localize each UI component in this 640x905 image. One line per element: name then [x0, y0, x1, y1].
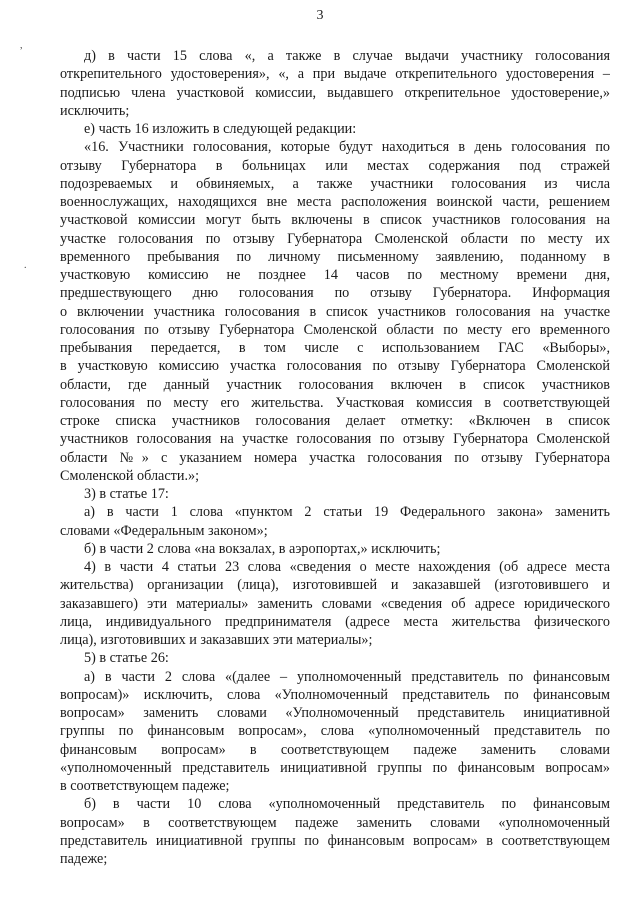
- scan-mark: ,: [20, 40, 23, 51]
- text-line: пребывания передается, в том числе с использованием ГАС «Выборы»,: [60, 340, 610, 356]
- text-line: вопросам» в соответствующем падеже заменить словами «уполномоченный: [60, 814, 610, 831]
- text-line: о включении участника голосования в список участников голосования на участке: [60, 303, 610, 320]
- text-line: лица, индивидуального предпринимателя (адресе места жительства физического: [60, 613, 610, 630]
- text-line: вопросам» заменить словами «Уполномоченный представитель инициативной: [60, 705, 610, 721]
- text-line: области №» с указанием номера участка голосования по отзыву Губернатора: [60, 449, 610, 466]
- text-line: участковой комиссии могут быть включены в список участников голосования на: [60, 212, 610, 229]
- text-line: подозреваемых и обвиняемых, а также участники голосования из числа: [60, 175, 610, 192]
- text-line: е) часть 16 изложить в следующей редакции:: [84, 121, 357, 137]
- text-line: военнослужащих, находящихся вне места расположения воинской части, решением: [60, 194, 610, 210]
- text-line: 3) в статье 17:: [84, 486, 169, 502]
- text-line: Смоленской области.»;: [60, 467, 200, 484]
- text-line: представитель инициативной группы по финансовым вопросам» в соответствующем: [60, 832, 610, 849]
- text-line: финансовым вопросам» в соответствующем падеже заменить словами: [60, 741, 610, 758]
- text-line: падеже;: [60, 851, 108, 867]
- text-line: строке списка участников голосования делает отметку: «Включен в список: [60, 413, 610, 429]
- text-line: в участковую комиссию участка голосования по отзыву Губернатора Смоленской: [60, 358, 610, 375]
- text-line: группы по финансовым вопросам», слова «уполномоченный представитель по: [60, 723, 610, 740]
- text-line: вопросам)» исключить, слова «Уполномоченный представитель по финансовым: [60, 686, 610, 703]
- text-line: б) в части 10 слова «уполномоченный представитель по финансовым: [84, 796, 610, 813]
- text-line: «16. Участники голосования, которые будут находиться в день голосования по: [84, 139, 610, 156]
- text-line: лица), изготовивших и заказавших эти материалы»;: [60, 632, 373, 648]
- text-line: открепительного удостоверения», «, а при выдаче открепительного удостоверения –: [60, 66, 610, 83]
- scan-mark: .: [24, 260, 27, 271]
- text-line: а) в части 2 слова «(далее – уполномоченный представитель по финансовым: [84, 668, 610, 685]
- text-line: области, где данный участник голосования включен в список участников: [60, 376, 610, 393]
- text-line: жительства) организации (лица), изготовившей и заказавшей (изготовившего и: [60, 577, 610, 594]
- text-line: а) в части 1 слова «пунктом 2 статьи 19 Федерального закона» заменить: [84, 504, 610, 521]
- text-line: участников голосования на участке голосования по отзыву Губернатора Смоленской: [60, 431, 610, 448]
- text-line: подписью члена участковой комиссии, выдавшего открепительное удостоверение,»: [60, 84, 610, 101]
- text-line: предшествующего дню голосования по отзыву Губернатора. Информация: [60, 285, 610, 302]
- text-line: 4) в части 4 статьи 23 слова «сведения о месте нахождения (об адресе места: [84, 559, 610, 575]
- text-line: б) в части 2 слова «на вокзалах, в аэропортах,» исключить;: [84, 540, 441, 557]
- text-line: 5) в статье 26:: [84, 650, 169, 667]
- text-line: в соответствующем падеже;: [60, 778, 230, 794]
- text-line: отзыву Губернатора в больницах или местах содержания под стражей: [60, 157, 610, 174]
- text-line: «уполномоченный представитель инициативной группы по финансовым вопросам»: [60, 759, 610, 776]
- text-line: заказавшего) эти материалы» заменить словами «сведения об адресе юридического: [60, 595, 610, 612]
- text-line: исключить;: [60, 102, 130, 119]
- page-number: 3: [316, 8, 324, 23]
- text-line: голосования по отзыву Губернатора Смоленской области по месту его временного: [60, 321, 610, 338]
- text-line: участке голосования по отзыву Губернатора Смоленской области по месту их: [60, 230, 610, 247]
- text-line: голосования по месту его жительства. Участковая комиссия в соответствующей: [60, 394, 610, 411]
- text-line: д) в части 15 слова «, а также в случае выдачи участнику голосования: [84, 48, 610, 64]
- text-line: временного пребывания по личному письменному заявлению, поданному в: [60, 248, 610, 265]
- text-line: словами «Федеральным законом»;: [60, 522, 268, 539]
- text-line: участковую комиссию не позднее 14 часов по местному времени дня,: [60, 267, 610, 283]
